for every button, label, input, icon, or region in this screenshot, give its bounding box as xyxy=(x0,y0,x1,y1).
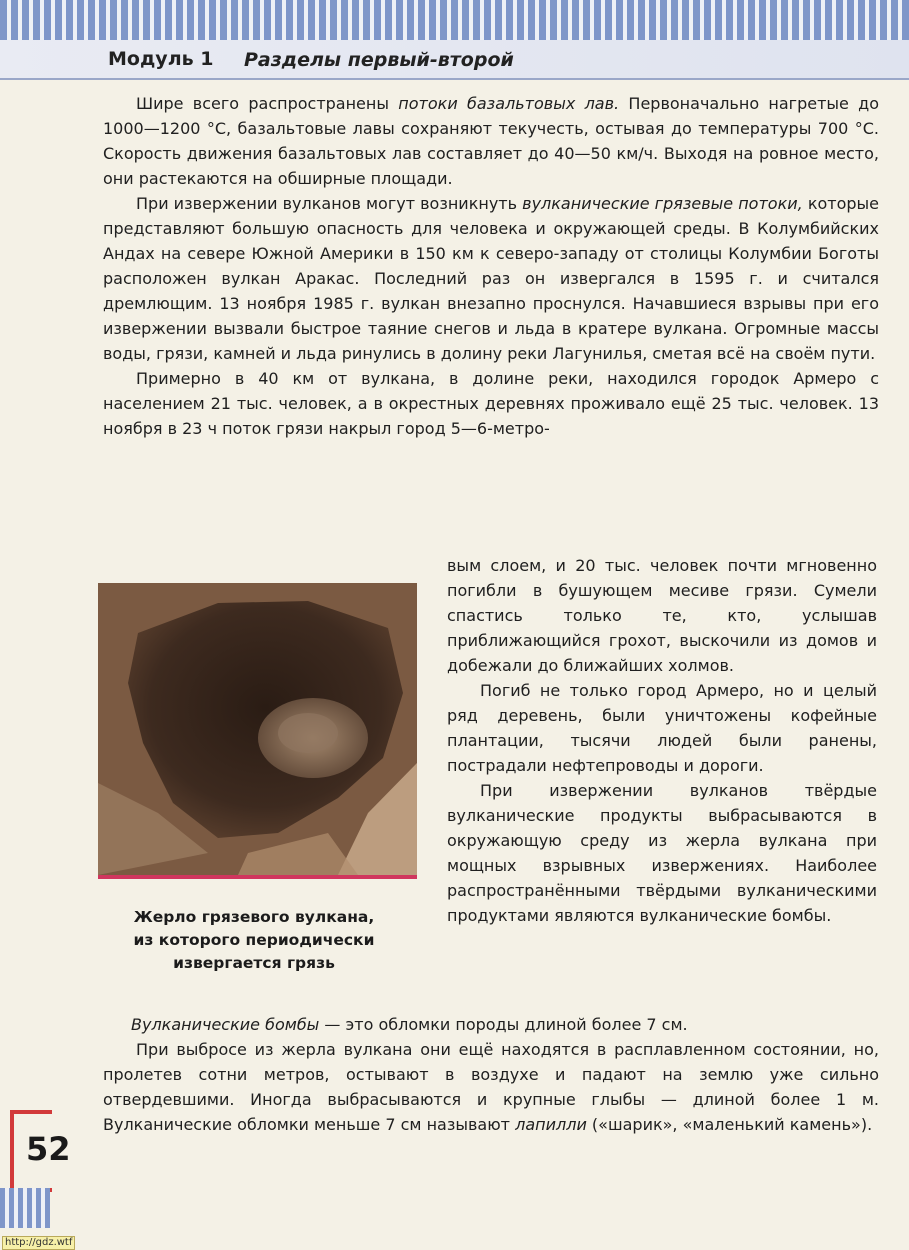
term-basalt-lava-flows: потоки базальтовых лав. xyxy=(398,94,620,113)
bottom-decorative-stripe xyxy=(0,1188,50,1228)
mud-volcano-photo xyxy=(98,583,417,879)
paragraph-solid-products: При извержении вулканов твёрдые вулканические продукты выбрасываются в окружающую среду из жерла вулкана при мощных взрывных извержениях. Наиболее распространёнными твёрдыми вулканическими продуктами являются вулканические бомбы. xyxy=(447,781,877,925)
main-text-block xyxy=(103,91,879,441)
paragraph-armero-continued: вым слоем, и 20 тыс. человек почти мгновенно погибли в бушующем месиве грязи. Сумели спастись только те, кто, услышав приближающийся грохот, выскочили из домов и добежали до ближайших холмов. xyxy=(447,556,877,675)
term-volcanic-mudflows: вулканические грязевые потоки, xyxy=(522,194,803,213)
top-decorative-stripe xyxy=(0,0,909,40)
module-label: Модуль 1 xyxy=(108,48,214,70)
term-volcanic-bombs: Вулканические бомбы xyxy=(131,1015,320,1034)
paragraph-lapilli: При выбросе из жерла вулкана они ещё находятся в расплавленном состоянии, но, пролетев сотни метров, остывают в воздухе и падают на землю уже сильно отвердевшими. Иногда выбрасываются и крупные глыбы — длиной более 1 м. Вулканические обломки меньше 7 см называют лапилли («шарик», «маленький камень»). xyxy=(103,1040,879,1134)
paragraph-armero: Примерно в 40 км от вулкана, в долине реки, находился городок Армеро с населением 21 тыс. человек, а в окрестных деревнях проживало ещё 25 тыс. человек. 13 ноября в 23 ч поток грязи накрыл город 5—6-метро- xyxy=(103,369,879,438)
paragraph-lava: Шире всего распространены потоки базальтовых лав. Первоначально нагретые до 1000—1200 °С, базальтовые лавы сохраняют текучесть, остывая до температуры 700 °С. Скорость движения базальтовых лав составляет до 40—50 км/ч. Выходя на ровное место, они растекаются на обширные площади. xyxy=(103,94,880,188)
paragraph-mudflows: При извержении вулканов могут возникнуть вулканические грязевые потоки, которые представляют большую опасность для человека и окружающей среды. В Колумбийских Андах на севере Южной Америки в 150 км к северо-западу от столицы Колумбии Боготы расположен вулкан Аракас. Последний раз он извергался в 1595 г. и считался дремлющим. 13 ноября 1985 г. вулкан внезапно проснулся. Начавшиеся взрывы при его извержении вызвали быстрое таяние снегов и льда в кратере вулкана. Огромные массы воды, грязи, камней и льда ринулись в долину реки Лагунилья, сметая всё на своём пути. xyxy=(103,194,880,363)
bottom-text-block xyxy=(103,1012,879,1137)
crater-illustration xyxy=(98,583,417,875)
paragraph-destruction: Погиб не только город Армеро, но и целый ряд деревень, были уничтожены кофейные плантации, тысячи людей были ранены, пострадали нефтепроводы и дороги. xyxy=(447,681,877,775)
page-number: 52 xyxy=(26,1130,71,1168)
watermark-link[interactable]: http://gdz.wtf xyxy=(2,1236,75,1250)
right-column-text xyxy=(447,553,877,928)
paragraph-volcanic-bombs: Вулканические бомбы — это обломки породы длиной более 7 см. xyxy=(131,1015,688,1034)
section-label: Разделы первый-второй xyxy=(244,49,514,71)
photo-caption: Жерло грязевого вулкана, из которого периодически извергается грязь xyxy=(133,908,375,972)
term-lapilli: лапилли xyxy=(515,1115,587,1134)
